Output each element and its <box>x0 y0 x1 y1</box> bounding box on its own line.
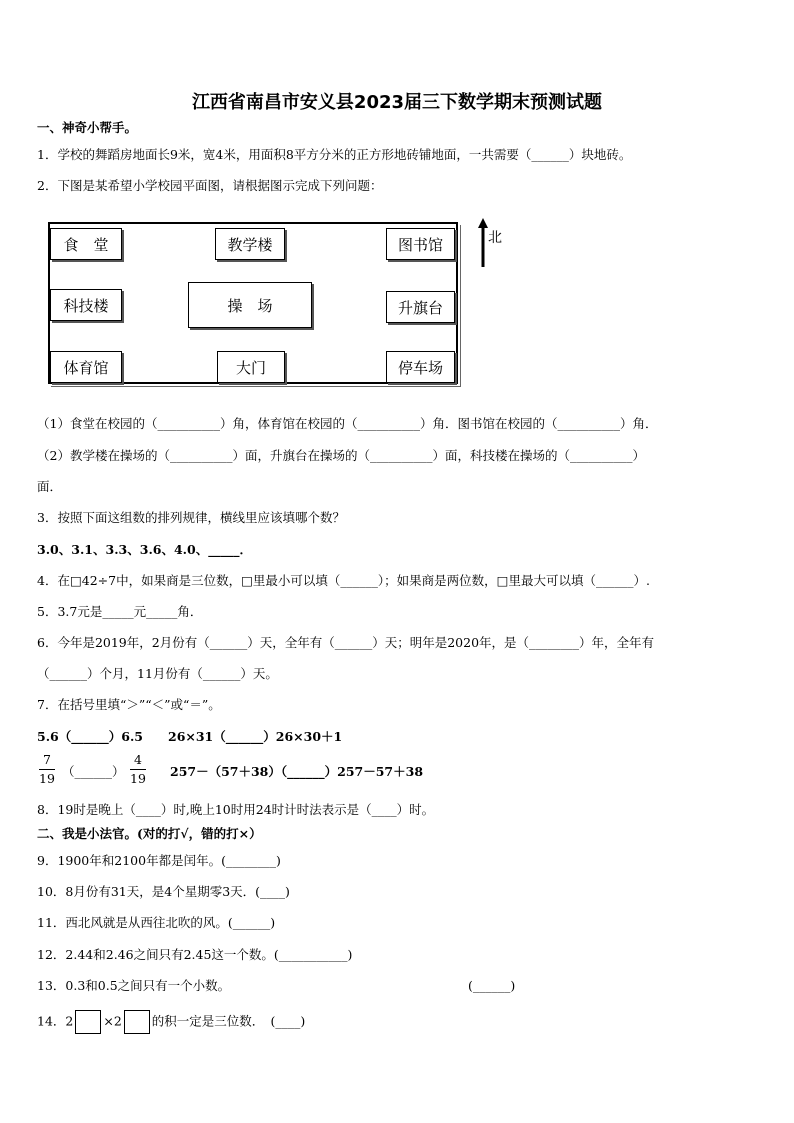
question-14-times: ×2 <box>103 1013 122 1029</box>
north-label: 北 <box>488 230 502 246</box>
fraction-denominator: 19 <box>39 771 55 786</box>
section-2-heading: 二、我是小法官。(对的打√，错的打×） <box>37 826 262 841</box>
question-7-b-blank: （______） <box>62 764 125 779</box>
building-science: 科技楼 <box>50 289 122 321</box>
question-4: 4．在□42÷7中，如果商是三位数，□里最小可以填（______）；如果商是两位数，□里最大可以填（______）. <box>37 573 650 588</box>
question-14 <box>37 1010 305 1034</box>
building-playground: 操 场 <box>188 282 312 328</box>
fraction-numerator: 4 <box>134 752 142 767</box>
question-7-a: 5.6（______）6.5 26×31（______）26×30＋1 <box>37 729 343 744</box>
question-2: 2．下图是某希望小学校园平面图，请根据图示完成下列问题： <box>37 178 383 193</box>
question-1: 1．学校的舞蹈房地面长9米，宽4米，用面积8平方分米的正方形地砖铺地面，一共需要（______）块地砖。 <box>37 147 632 162</box>
question-3-sequence: 3.0、3.1、3.3、3.6、4.0、_____． <box>37 542 252 557</box>
digit-box <box>124 1010 150 1034</box>
building-canteen: 食 堂 <box>50 228 122 260</box>
question-8: 8．19时是晚上（____）时,晚上10时用24时计时法表示是（____）时。 <box>37 802 435 817</box>
building-gate: 大门 <box>217 351 285 383</box>
question-5: 5．3.7元是_____元_____角． <box>37 604 203 619</box>
fraction-4-19 <box>128 752 148 787</box>
digit-box <box>75 1010 101 1034</box>
building-library: 图书馆 <box>386 228 455 260</box>
fraction-7-19 <box>37 752 57 787</box>
question-7: 7．在括号里填“＞”“＜”或“＝”。 <box>37 697 221 712</box>
question-2-1: （1）食堂在校园的（__________）角，体育馆在校园的（__________）角．图书馆在校园的（__________）角． <box>37 416 658 431</box>
fraction-bar <box>39 769 55 770</box>
fraction-numerator: 7 <box>43 752 51 767</box>
question-12: 12．2.44和2.46之间只有2.45这一个数。(___________) <box>37 947 353 962</box>
question-10: 10．8月份有31天，是4个星期零3天．(____) <box>37 884 290 899</box>
building-teaching: 教学楼 <box>215 228 285 260</box>
question-14-prefix: 14．2 <box>37 1013 74 1029</box>
question-6-cont: （______）个月，11月份有（______）天。 <box>37 666 278 681</box>
question-9: 9．1900年和2100年都是闰年。(________) <box>37 853 281 868</box>
building-flag: 升旗台 <box>386 291 455 323</box>
question-7-b-rest: 257－（57＋38）（______）257－57＋38 <box>170 764 424 779</box>
question-3: 3．按照下面这组数的排列规律，横线里应该填哪个数？ <box>37 510 345 525</box>
question-6: 6．今年是2019年，2月份有（______）天，全年有（______）天；明年是2020年，是（________）年，全年有 <box>37 635 655 650</box>
question-14-suffix: 的积一定是三位数． (____) <box>151 1013 306 1029</box>
fraction-denominator: 19 <box>130 771 146 786</box>
question-13: 13．0.3和0.5之间只有一个小数。 <box>37 978 231 993</box>
building-parking: 停车场 <box>386 351 455 383</box>
section-1-heading: 一、神奇小帮手。 <box>37 120 138 135</box>
building-gym: 体育馆 <box>50 351 122 383</box>
question-2-2: （2）教学楼在操场的（__________）面，升旗台在操场的（__________）面，科技楼在操场的（__________） <box>37 448 645 463</box>
question-13-blank: (______) <box>468 978 516 993</box>
fraction-bar <box>130 769 146 770</box>
page-title: 江西省南昌市安义县2023届三下数学期末预测试题 <box>191 92 603 113</box>
question-2-2-end: 面． <box>37 479 63 494</box>
question-11: 11．西北风就是从西往北吹的风。(______) <box>37 915 276 930</box>
